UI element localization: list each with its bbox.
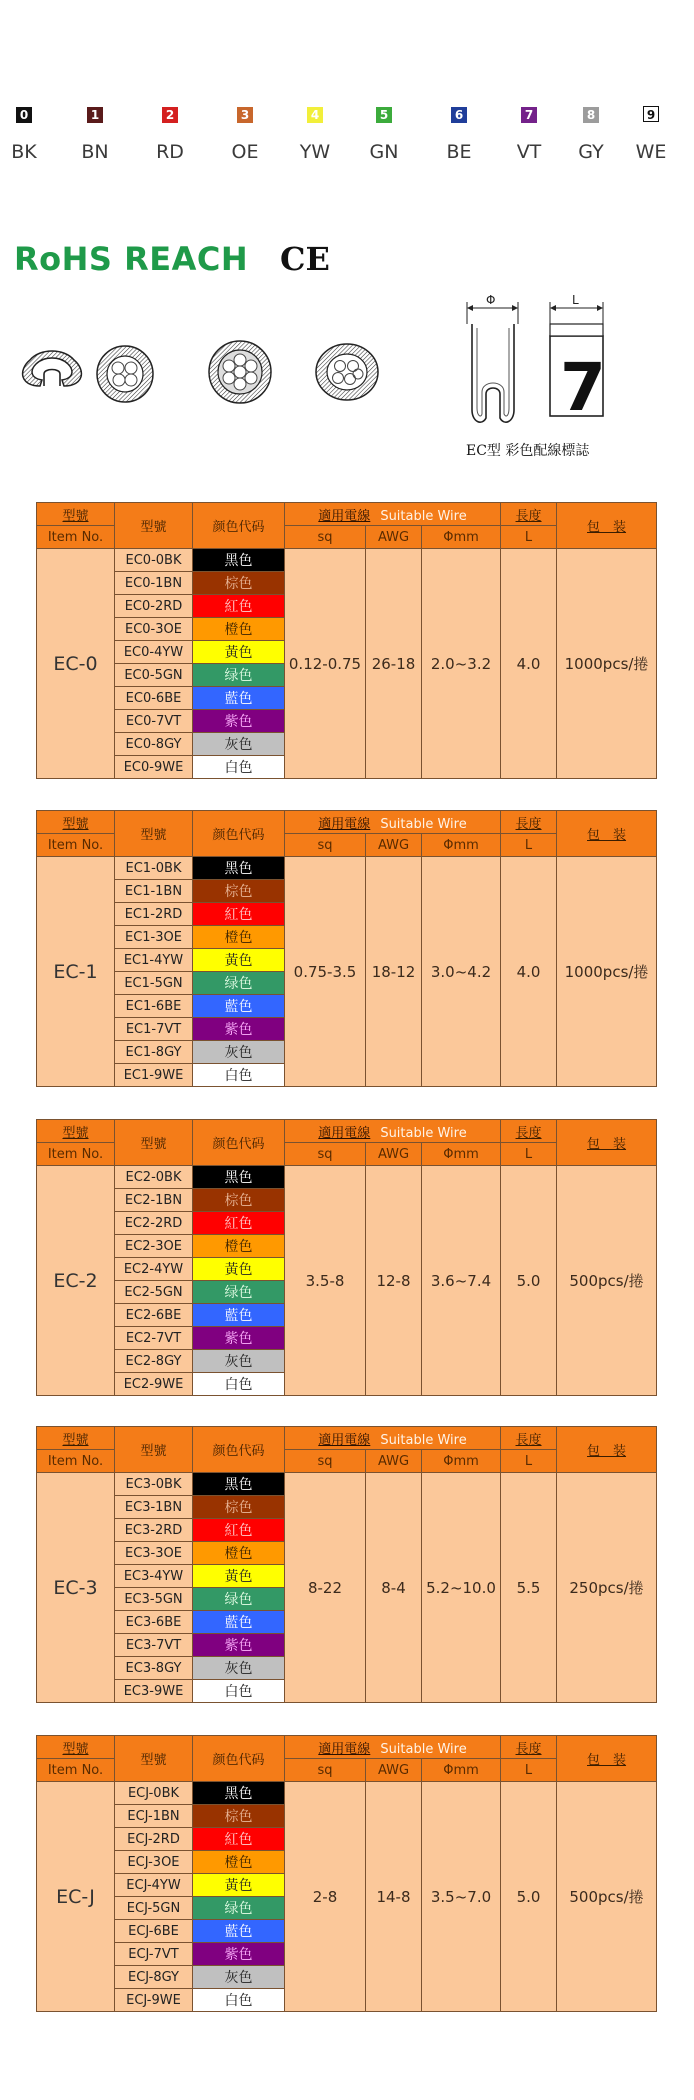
color-cell: 棕色 bbox=[193, 572, 285, 595]
legend-swatch: 4 bbox=[307, 107, 323, 123]
header-pack: 包 装 bbox=[557, 1736, 657, 1782]
color-cell: 紫色 bbox=[193, 1018, 285, 1041]
item-model: EC0-0BK bbox=[115, 549, 193, 572]
legend-swatch: 6 bbox=[451, 107, 467, 123]
legend-item bbox=[210, 104, 280, 163]
header-sq: sq bbox=[285, 526, 366, 549]
color-cell: 紅色 bbox=[193, 1519, 285, 1542]
spec-table bbox=[36, 1735, 657, 2012]
header-wire-en: Suitable Wire bbox=[380, 816, 467, 832]
series-name: EC-3 bbox=[37, 1473, 115, 1703]
header-model: 型號 bbox=[37, 1120, 115, 1143]
legend-code: RD bbox=[156, 141, 184, 163]
header-length-l: L bbox=[501, 1759, 557, 1782]
header-sq: sq bbox=[285, 1450, 366, 1473]
header-pack: 包 装 bbox=[557, 1427, 657, 1473]
small-wire-marker-icon bbox=[97, 346, 153, 402]
color-cell: 灰色 bbox=[193, 1350, 285, 1373]
color-cell: 绿色 bbox=[193, 1588, 285, 1611]
header-phi: Φmm bbox=[422, 1143, 501, 1166]
item-model: EC2-7VT bbox=[115, 1327, 193, 1350]
legend-swatch: 1 bbox=[87, 107, 103, 123]
header-color-code: 颜色代码 bbox=[193, 1736, 285, 1782]
header-awg: AWG bbox=[366, 834, 422, 857]
rohs-reach-logo: RoHS REACH bbox=[14, 240, 249, 278]
item-model: EC3-9WE bbox=[115, 1680, 193, 1703]
header-sq: sq bbox=[285, 1143, 366, 1166]
series-name: EC-0 bbox=[37, 549, 115, 779]
table-row bbox=[37, 1473, 657, 1496]
color-cell: 橙色 bbox=[193, 618, 285, 641]
legend-item bbox=[616, 104, 686, 163]
color-legend bbox=[0, 104, 694, 184]
legend-code: YW bbox=[299, 141, 331, 163]
wire-diameter: 3.6~7.4 bbox=[422, 1166, 501, 1396]
wire-awg: 14-8 bbox=[366, 1782, 422, 2012]
header-item-no: Item No. bbox=[37, 1450, 115, 1473]
color-cell: 白色 bbox=[193, 756, 285, 779]
item-model: EC0-1BN bbox=[115, 572, 193, 595]
item-model: ECJ-6BE bbox=[115, 1920, 193, 1943]
header-item-no: Item No. bbox=[37, 834, 115, 857]
item-model: EC3-0BK bbox=[115, 1473, 193, 1496]
legend-swatch: 2 bbox=[162, 107, 178, 123]
header-length-l: L bbox=[501, 1450, 557, 1473]
item-model: EC2-9WE bbox=[115, 1373, 193, 1396]
wire-awg: 26-18 bbox=[366, 549, 422, 779]
header-model-2: 型號 bbox=[115, 1736, 193, 1782]
legend-code: VT bbox=[516, 141, 542, 163]
wire-awg: 18-12 bbox=[366, 857, 422, 1087]
legend-code: WE bbox=[635, 141, 667, 163]
color-cell: 紅色 bbox=[193, 1828, 285, 1851]
color-cell: 黃色 bbox=[193, 1565, 285, 1588]
item-model: EC2-0BK bbox=[115, 1166, 193, 1189]
wire-bundle-marker-icon bbox=[316, 344, 378, 400]
item-model: ECJ-9WE bbox=[115, 1989, 193, 2012]
header-length: 長度 bbox=[501, 503, 557, 526]
header-model-2: 型號 bbox=[115, 811, 193, 857]
header-phi: Φmm bbox=[422, 834, 501, 857]
header-color-code: 颜色代码 bbox=[193, 1120, 285, 1166]
color-cell: 黑色 bbox=[193, 549, 285, 572]
color-cell: 白色 bbox=[193, 1680, 285, 1703]
header-awg: AWG bbox=[366, 526, 422, 549]
length-value: 4.0 bbox=[501, 857, 557, 1087]
color-cell: 橙色 bbox=[193, 926, 285, 949]
item-model: EC1-3OE bbox=[115, 926, 193, 949]
dim-l-label: L bbox=[572, 293, 579, 307]
item-model: EC3-8GY bbox=[115, 1657, 193, 1680]
color-cell: 紫色 bbox=[193, 1943, 285, 1966]
series-name: EC-J bbox=[37, 1782, 115, 2012]
legend-code: BN bbox=[81, 141, 109, 163]
length-value: 5.0 bbox=[501, 1782, 557, 2012]
color-cell: 黑色 bbox=[193, 1782, 285, 1805]
color-cell: 棕色 bbox=[193, 1496, 285, 1519]
header-wire-zh: 適用電線 bbox=[318, 508, 371, 524]
color-cell: 藍色 bbox=[193, 687, 285, 710]
item-model: EC0-8GY bbox=[115, 733, 193, 756]
item-model: EC1-4YW bbox=[115, 949, 193, 972]
header-wire-zh: 適用電線 bbox=[318, 1125, 371, 1141]
header-length-l: L bbox=[501, 526, 557, 549]
item-model: ECJ-5GN bbox=[115, 1897, 193, 1920]
color-cell: 绿色 bbox=[193, 1897, 285, 1920]
header-item-no: Item No. bbox=[37, 1143, 115, 1166]
legend-swatch: 8 bbox=[583, 107, 599, 123]
header-wire-zh: 適用電線 bbox=[318, 1741, 371, 1757]
item-model: EC3-1BN bbox=[115, 1496, 193, 1519]
header-awg: AWG bbox=[366, 1759, 422, 1782]
legend-code: OE bbox=[231, 141, 259, 163]
color-cell: 藍色 bbox=[193, 1920, 285, 1943]
color-cell: 紅色 bbox=[193, 1212, 285, 1235]
table-row bbox=[37, 549, 657, 572]
header-length: 長度 bbox=[501, 1427, 557, 1450]
ce-logo: CE bbox=[280, 240, 330, 278]
item-model: EC2-1BN bbox=[115, 1189, 193, 1212]
legend-code: GY bbox=[578, 141, 604, 163]
wire-sq: 8-22 bbox=[285, 1473, 366, 1703]
color-cell: 黑色 bbox=[193, 1166, 285, 1189]
header-phi: Φmm bbox=[422, 1450, 501, 1473]
item-model: EC1-1BN bbox=[115, 880, 193, 903]
color-cell: 紫色 bbox=[193, 710, 285, 733]
item-model: EC2-5GN bbox=[115, 1281, 193, 1304]
header-model: 型號 bbox=[37, 503, 115, 526]
color-cell: 棕色 bbox=[193, 1189, 285, 1212]
header-suitable-wire bbox=[285, 1427, 501, 1450]
dimension-drawing bbox=[467, 293, 606, 426]
item-model: EC2-4YW bbox=[115, 1258, 193, 1281]
color-cell: 藍色 bbox=[193, 1611, 285, 1634]
legend-code: BK bbox=[11, 141, 37, 163]
color-cell: 白色 bbox=[193, 1373, 285, 1396]
wire-diameter: 2.0~3.2 bbox=[422, 549, 501, 779]
header-sq: sq bbox=[285, 834, 366, 857]
color-cell: 藍色 bbox=[193, 995, 285, 1018]
item-model: EC0-6BE bbox=[115, 687, 193, 710]
legend-swatch: 3 bbox=[237, 107, 253, 123]
marker-digit: 7 bbox=[560, 349, 606, 426]
header-pack: 包 装 bbox=[557, 503, 657, 549]
header-model-2: 型號 bbox=[115, 1427, 193, 1473]
header-suitable-wire bbox=[285, 1120, 501, 1143]
header-model: 型號 bbox=[37, 811, 115, 834]
item-model: EC3-3OE bbox=[115, 1542, 193, 1565]
item-model: EC1-7VT bbox=[115, 1018, 193, 1041]
color-cell: 黑色 bbox=[193, 1473, 285, 1496]
length-value: 4.0 bbox=[501, 549, 557, 779]
large-wire-marker-icon bbox=[209, 341, 271, 403]
color-cell: 橙色 bbox=[193, 1851, 285, 1874]
color-cell: 绿色 bbox=[193, 1281, 285, 1304]
pack-value: 500pcs/捲 bbox=[557, 1166, 657, 1396]
legend-item bbox=[0, 104, 59, 163]
item-model: EC0-2RD bbox=[115, 595, 193, 618]
color-cell: 黃色 bbox=[193, 949, 285, 972]
header-wire-zh: 適用電線 bbox=[318, 1432, 371, 1448]
marker-illustrations bbox=[0, 290, 694, 470]
header-phi: Φmm bbox=[422, 1759, 501, 1782]
pack-value: 1000pcs/捲 bbox=[557, 857, 657, 1087]
header-wire-en: Suitable Wire bbox=[380, 508, 467, 524]
color-cell: 紫色 bbox=[193, 1327, 285, 1350]
header-pack: 包 装 bbox=[557, 811, 657, 857]
dim-phi-label: Φ bbox=[486, 293, 496, 307]
color-cell: 白色 bbox=[193, 1064, 285, 1087]
item-model: EC3-7VT bbox=[115, 1634, 193, 1657]
wire-diameter: 3.0~4.2 bbox=[422, 857, 501, 1087]
color-cell: 棕色 bbox=[193, 1805, 285, 1828]
table-row bbox=[37, 857, 657, 880]
header-length: 長度 bbox=[501, 811, 557, 834]
header-model: 型號 bbox=[37, 1736, 115, 1759]
header-length: 長度 bbox=[501, 1120, 557, 1143]
spec-table bbox=[36, 1426, 657, 1703]
header-suitable-wire bbox=[285, 811, 501, 834]
item-model: EC0-4YW bbox=[115, 641, 193, 664]
item-model: ECJ-7VT bbox=[115, 1943, 193, 1966]
color-cell: 黃色 bbox=[193, 1258, 285, 1281]
color-cell: 紅色 bbox=[193, 903, 285, 926]
open-marker-icon bbox=[23, 351, 82, 386]
spec-table bbox=[36, 502, 657, 779]
pack-value: 1000pcs/捲 bbox=[557, 549, 657, 779]
item-model: EC3-6BE bbox=[115, 1611, 193, 1634]
item-model: EC0-5GN bbox=[115, 664, 193, 687]
legend-item bbox=[349, 104, 419, 163]
header-wire-zh: 適用電線 bbox=[318, 816, 371, 832]
color-cell: 灰色 bbox=[193, 733, 285, 756]
item-model: ECJ-3OE bbox=[115, 1851, 193, 1874]
item-model: EC3-4YW bbox=[115, 1565, 193, 1588]
header-suitable-wire bbox=[285, 1736, 501, 1759]
header-color-code: 颜色代码 bbox=[193, 503, 285, 549]
color-cell: 灰色 bbox=[193, 1657, 285, 1680]
item-model: EC3-2RD bbox=[115, 1519, 193, 1542]
item-model: EC3-5GN bbox=[115, 1588, 193, 1611]
header-length: 長度 bbox=[501, 1736, 557, 1759]
color-cell: 绿色 bbox=[193, 972, 285, 995]
legend-item bbox=[135, 104, 205, 163]
item-model: EC2-3OE bbox=[115, 1235, 193, 1258]
header-awg: AWG bbox=[366, 1450, 422, 1473]
header-wire-en: Suitable Wire bbox=[380, 1741, 467, 1757]
item-model: ECJ-1BN bbox=[115, 1805, 193, 1828]
header-item-no: Item No. bbox=[37, 1759, 115, 1782]
length-value: 5.0 bbox=[501, 1166, 557, 1396]
item-model: EC1-9WE bbox=[115, 1064, 193, 1087]
header-suitable-wire bbox=[285, 503, 501, 526]
item-model: EC1-2RD bbox=[115, 903, 193, 926]
wire-sq: 3.5-8 bbox=[285, 1166, 366, 1396]
header-model-2: 型號 bbox=[115, 1120, 193, 1166]
color-cell: 黃色 bbox=[193, 1874, 285, 1897]
header-pack: 包 装 bbox=[557, 1120, 657, 1166]
wire-awg: 12-8 bbox=[366, 1166, 422, 1396]
color-cell: 黑色 bbox=[193, 857, 285, 880]
legend-swatch: 9 bbox=[643, 106, 659, 122]
wire-sq: 0.12-0.75 bbox=[285, 549, 366, 779]
color-cell: 棕色 bbox=[193, 880, 285, 903]
spec-table bbox=[36, 810, 657, 1087]
certification-logos bbox=[14, 240, 330, 284]
length-value: 5.5 bbox=[501, 1473, 557, 1703]
wire-awg: 8-4 bbox=[366, 1473, 422, 1703]
header-wire-en: Suitable Wire bbox=[380, 1432, 467, 1448]
item-model: EC0-7VT bbox=[115, 710, 193, 733]
header-length-l: L bbox=[501, 834, 557, 857]
header-awg: AWG bbox=[366, 1143, 422, 1166]
header-color-code: 颜色代码 bbox=[193, 811, 285, 857]
item-model: ECJ-4YW bbox=[115, 1874, 193, 1897]
header-color-code: 颜色代码 bbox=[193, 1427, 285, 1473]
color-cell: 黃色 bbox=[193, 641, 285, 664]
color-cell: 白色 bbox=[193, 1989, 285, 2012]
legend-item bbox=[494, 104, 564, 163]
color-cell: 橙色 bbox=[193, 1235, 285, 1258]
header-phi: Φmm bbox=[422, 526, 501, 549]
series-name: EC-1 bbox=[37, 857, 115, 1087]
legend-item bbox=[424, 104, 494, 163]
item-model: ECJ-0BK bbox=[115, 1782, 193, 1805]
table-row bbox=[37, 1166, 657, 1189]
legend-item bbox=[60, 104, 130, 163]
table-row bbox=[37, 1782, 657, 1805]
series-name: EC-2 bbox=[37, 1166, 115, 1396]
color-cell: 灰色 bbox=[193, 1966, 285, 1989]
legend-swatch: 7 bbox=[521, 107, 537, 123]
item-model: EC0-3OE bbox=[115, 618, 193, 641]
legend-swatch: 5 bbox=[376, 107, 392, 123]
legend-swatch: 0 bbox=[16, 107, 32, 123]
header-length-l: L bbox=[501, 1143, 557, 1166]
color-cell: 灰色 bbox=[193, 1041, 285, 1064]
pack-value: 250pcs/捲 bbox=[557, 1473, 657, 1703]
legend-item bbox=[280, 104, 350, 163]
wire-sq: 0.75-3.5 bbox=[285, 857, 366, 1087]
wire-sq: 2-8 bbox=[285, 1782, 366, 2012]
item-model: EC0-9WE bbox=[115, 756, 193, 779]
header-item-no: Item No. bbox=[37, 526, 115, 549]
wire-diameter: 3.5~7.0 bbox=[422, 1782, 501, 2012]
legend-code: BE bbox=[446, 141, 472, 163]
item-model: ECJ-8GY bbox=[115, 1966, 193, 1989]
header-model: 型號 bbox=[37, 1427, 115, 1450]
item-model: EC2-6BE bbox=[115, 1304, 193, 1327]
item-model: EC1-0BK bbox=[115, 857, 193, 880]
color-cell: 紅色 bbox=[193, 595, 285, 618]
item-model: ECJ-2RD bbox=[115, 1828, 193, 1851]
pack-value: 500pcs/捲 bbox=[557, 1782, 657, 2012]
item-model: EC2-2RD bbox=[115, 1212, 193, 1235]
header-wire-en: Suitable Wire bbox=[380, 1125, 467, 1141]
header-sq: sq bbox=[285, 1759, 366, 1782]
header-model-2: 型號 bbox=[115, 503, 193, 549]
item-model: EC2-8GY bbox=[115, 1350, 193, 1373]
wire-diameter: 5.2~10.0 bbox=[422, 1473, 501, 1703]
color-cell: 紫色 bbox=[193, 1634, 285, 1657]
legend-code: GN bbox=[369, 141, 399, 163]
item-model: EC1-5GN bbox=[115, 972, 193, 995]
spec-table bbox=[36, 1119, 657, 1396]
illustration-caption: EC型 彩色配線標誌 bbox=[466, 443, 590, 459]
color-cell: 橙色 bbox=[193, 1542, 285, 1565]
color-cell: 藍色 bbox=[193, 1304, 285, 1327]
item-model: EC1-8GY bbox=[115, 1041, 193, 1064]
color-cell: 绿色 bbox=[193, 664, 285, 687]
item-model: EC1-6BE bbox=[115, 995, 193, 1018]
